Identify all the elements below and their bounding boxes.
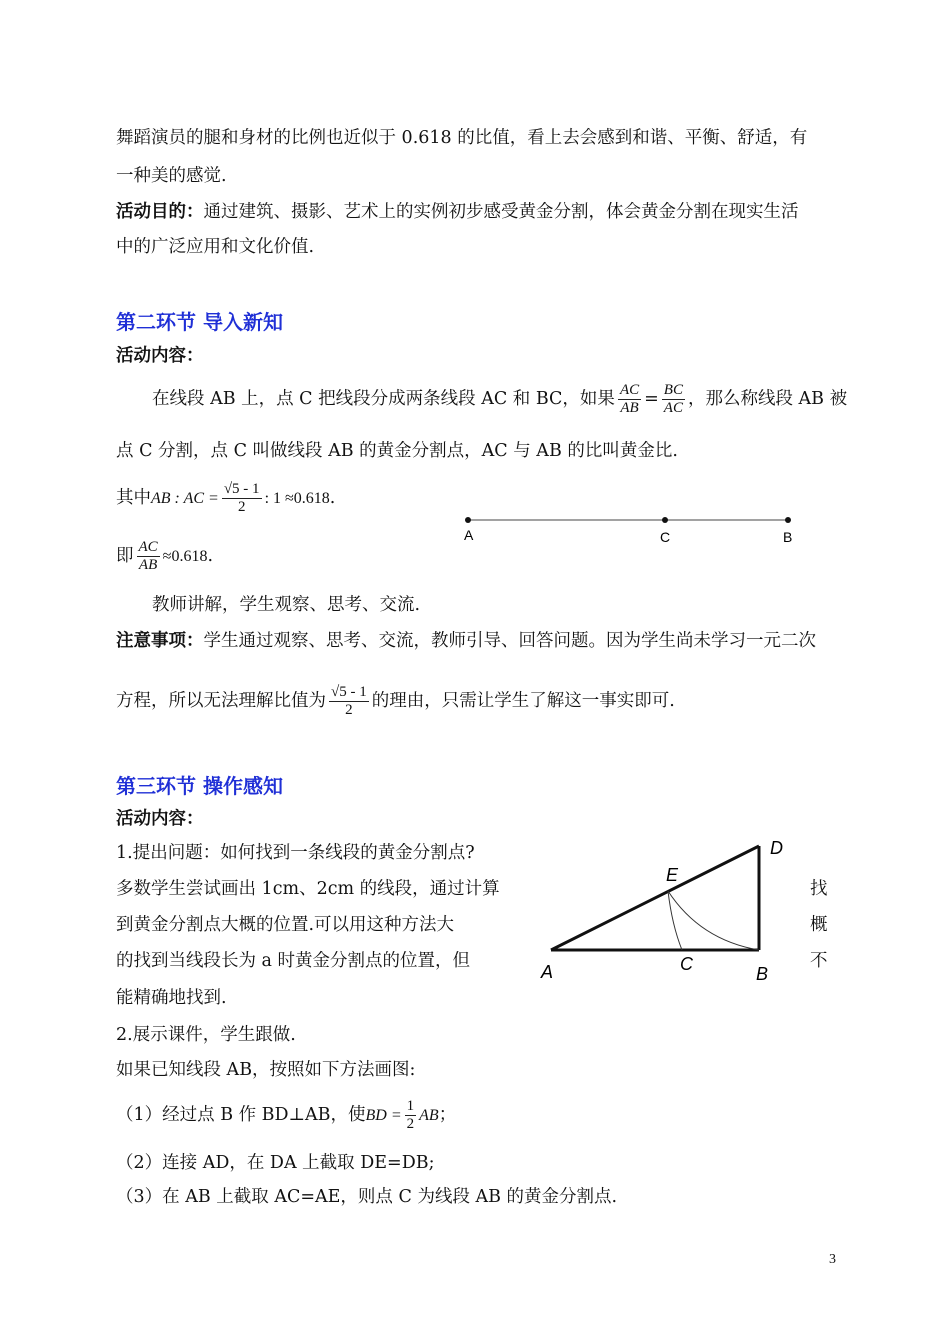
step1-pre: （1）经过点 B 作 BD⊥AB，使 — [116, 1105, 366, 1125]
ratio-fraction — [222, 481, 262, 516]
intro-line-2: 一种美的感觉. — [116, 166, 227, 186]
section2-heading: 第二环节 导入新知 — [116, 310, 283, 334]
note-post: 的理由，只需让学生了解这一事实即可. — [371, 691, 675, 711]
s3-line-2a: 多数学生尝试画出 1cm、2cm 的线段，通过计算 — [116, 879, 500, 899]
s3-line-1: 1.提出问题：如何找到一条线段的黄金分割点? — [116, 843, 475, 863]
ratio-end: . — [329, 488, 336, 508]
ji-end: . — [207, 546, 214, 566]
tri-label-e: E — [666, 865, 679, 885]
tri-label-d: D — [770, 838, 783, 858]
definition-line-2: 点 C 分割，点 C 叫做线段 AB 的黄金分割点，AC 与 AB 的比叫黄金比. — [116, 441, 678, 461]
frac1-den: AB — [620, 400, 639, 416]
frac2-num: BC — [663, 382, 683, 398]
ji-fraction — [137, 539, 160, 574]
golden-section-construction-diagram — [535, 835, 795, 985]
frac1-num: AC — [619, 382, 640, 398]
section2-content-label: 活动内容： — [116, 346, 204, 366]
segment-diagram — [455, 508, 805, 548]
fraction-ac-ab — [618, 382, 641, 417]
ji-pre: 即 — [116, 546, 134, 566]
step1-num: 1 — [406, 1098, 415, 1114]
s3-line-5: 能精确地找到. — [116, 988, 227, 1008]
ratio-rhs: : 1 ≈0.618 — [264, 490, 330, 507]
s3-line-2b: 找 — [810, 879, 828, 899]
step-1 — [116, 1094, 456, 1137]
arc-de — [668, 891, 759, 950]
goal-label: 活动目的： — [116, 202, 204, 222]
section3-content-label: 活动内容： — [116, 809, 204, 829]
label-a: A — [464, 527, 474, 543]
note-paragraph — [116, 630, 816, 652]
goal-paragraph — [116, 201, 799, 223]
point-c — [662, 517, 668, 523]
intro-line-1: 舞蹈演员的腿和身材的比例也近似于 0.618 的比值，看上去会感到和谐、平衡、舒适，有 — [116, 128, 808, 148]
fraction-bc-ac — [662, 382, 685, 417]
def-pre: 在线段 AB 上，点 C 把线段分成两条线段 AC 和 BC，如果 — [152, 389, 615, 409]
s3-line-6: 2.展示课件，学生跟做. — [116, 1025, 296, 1045]
s3-line-3a: 到黄金分割点大概的位置.可以用这种方法大 — [116, 915, 455, 935]
note-pre: 方程，所以无法理解比值为 — [116, 691, 326, 711]
segment-ad — [551, 846, 759, 950]
ratio-pre: 其中 — [116, 488, 151, 508]
frac2-den: AC — [663, 400, 683, 416]
s3-line-3b: 概 — [810, 915, 828, 935]
step1-den: 2 — [406, 1116, 415, 1132]
ratio-formula — [116, 477, 335, 520]
ratio-den: 2 — [237, 499, 246, 515]
ji-rhs: ≈0.618 — [162, 548, 208, 565]
s3-line-7: 如果已知线段 AB，按照如下方法画图: — [116, 1060, 416, 1080]
step1-end: ； — [438, 1105, 457, 1125]
equals-sign: = — [644, 389, 659, 409]
label-b: B — [783, 529, 793, 545]
note-label: 注意事项： — [116, 631, 204, 651]
note-line-2 — [116, 680, 675, 722]
ratio-lhs: AB : AC = — [151, 490, 219, 507]
note-text-1: 学生通过观察、思考、交流，教师引导、回答问题。因为学生尚未学习一元二次 — [203, 631, 816, 651]
tri-label-b: B — [756, 964, 769, 984]
ji-den: AB — [138, 557, 158, 573]
ji-formula — [116, 535, 213, 578]
step-2: （2）连接 AD，在 DA 上截取 DE=DB; — [116, 1153, 435, 1173]
ji-num: AC — [138, 539, 158, 555]
page-number: 3 — [829, 1252, 836, 1267]
definition-line-1 — [152, 378, 847, 420]
tri-label-a: A — [541, 962, 554, 982]
note-fraction — [329, 684, 369, 719]
s3-line-4a: 的找到当线段长为 a 时黄金分割点的位置，但 — [116, 951, 471, 971]
section3-heading: 第三环节 操作感知 — [116, 774, 283, 798]
step-3: （3）在 AB 上截取 AC=AE，则点 C 为线段 AB 的黄金分割点. — [116, 1187, 618, 1207]
def-post: ，那么称线段 AB 被 — [687, 389, 848, 409]
teacher-line: 教师讲解，学生观察、思考、交流. — [152, 595, 421, 615]
ratio-num: √5 - 1 — [223, 481, 260, 497]
step1-fraction — [405, 1098, 417, 1133]
note-num: √5 - 1 — [331, 684, 367, 700]
step1-rhs: AB — [419, 1107, 439, 1124]
label-c: C — [660, 529, 671, 545]
point-a — [465, 517, 471, 523]
step1-lhs: BD = — [365, 1107, 402, 1124]
note-den: 2 — [345, 702, 353, 718]
goal-line-2: 中的广泛应用和文化价值. — [116, 237, 315, 257]
s3-line-4b: 不 — [810, 951, 828, 971]
point-b — [785, 517, 791, 523]
goal-text-1: 通过建筑、摄影、艺术上的实例初步感受黄金分割，体会黄金分割在现实生活 — [203, 202, 799, 222]
arc-ec — [668, 891, 682, 950]
tri-label-c: C — [680, 954, 693, 974]
